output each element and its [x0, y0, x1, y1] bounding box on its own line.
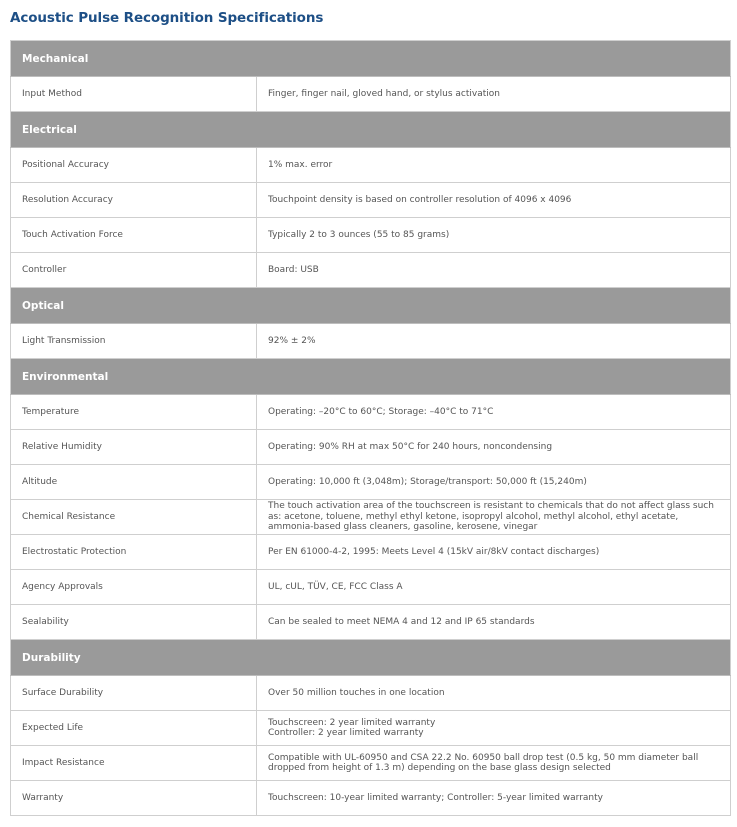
section-header-optical [11, 288, 731, 324]
specifications-table-body [11, 41, 731, 816]
spec-label: Warranty [11, 781, 257, 816]
section-title: Optical [11, 288, 731, 324]
spec-label: Temperature [11, 395, 257, 430]
spec-label: Electrostatic Protection [11, 535, 257, 570]
spec-label: Expected Life [11, 711, 257, 746]
spec-label: Altitude [11, 465, 257, 500]
section-title: Mechanical [11, 41, 731, 77]
spec-label: Sealability [11, 605, 257, 640]
spec-row-chemical-resistance [11, 500, 731, 535]
section-title: Electrical [11, 112, 731, 148]
spec-value: Operating: 10,000 ft (3,048m); Storage/transport: 50,000 ft (15,240m) [257, 465, 731, 500]
spec-value: Can be sealed to meet NEMA 4 and 12 and IP 65 standards [257, 605, 731, 640]
spec-row-temperature [11, 395, 731, 430]
spec-value: Touchscreen: 10-year limited warranty; Controller: 5-year limited warranty [257, 781, 731, 816]
spec-row-relative-humidity [11, 430, 731, 465]
spec-value: Finger, finger nail, gloved hand, or stylus activation [257, 77, 731, 112]
spec-value: Touchpoint density is based on controller resolution of 4096 x 4096 [257, 183, 731, 218]
spec-row-agency-approvals [11, 570, 731, 605]
spec-value: The touch activation area of the touchscreen is resistant to chemicals that do not affect glass such as: acetone, toluene, methyl ethyl ketone, isopropyl alcohol, methyl alcohol, ethyl acetate, ammonia-based glass cleaners, gasoline, kerosene, vinegar [257, 500, 731, 535]
spec-value: Board: USB [257, 253, 731, 288]
spec-row-light-transmission [11, 324, 731, 359]
spec-row-electrostatic-protection [11, 535, 731, 570]
spec-value: Touchscreen: 2 year limited warranty Controller: 2 year limited warranty [257, 711, 731, 746]
spec-label: Chemical Resistance [11, 500, 257, 535]
spec-value: Operating: –20°C to 60°C; Storage: –40°C to 71°C [257, 395, 731, 430]
spec-label: Agency Approvals [11, 570, 257, 605]
page-title: Acoustic Pulse Recognition Specifications [10, 10, 324, 26]
spec-value: Operating: 90% RH at max 50°C for 240 hours, noncondensing [257, 430, 731, 465]
spec-label: Surface Durability [11, 676, 257, 711]
spec-label: Positional Accuracy [11, 148, 257, 183]
section-header-electrical [11, 112, 731, 148]
section-header-durability [11, 640, 731, 676]
spec-value: 1% max. error [257, 148, 731, 183]
spec-row-resolution-accuracy [11, 183, 731, 218]
specifications-table [10, 40, 731, 816]
spec-value: Over 50 million touches in one location [257, 676, 731, 711]
section-title: Durability [11, 640, 731, 676]
section-header-mechanical [11, 41, 731, 77]
spec-row-positional-accuracy [11, 148, 731, 183]
spec-value: 92% ± 2% [257, 324, 731, 359]
spec-row-sealability [11, 605, 731, 640]
spec-label: Light Transmission [11, 324, 257, 359]
spec-label: Impact Resistance [11, 746, 257, 781]
spec-row-touch-activation-force [11, 218, 731, 253]
spec-row-controller [11, 253, 731, 288]
spec-row-expected-life [11, 711, 731, 746]
spec-value: UL, cUL, TÜV, CE, FCC Class A [257, 570, 731, 605]
spec-row-input-method [11, 77, 731, 112]
spec-label: Relative Humidity [11, 430, 257, 465]
spec-label: Touch Activation Force [11, 218, 257, 253]
section-header-environmental [11, 359, 731, 395]
spec-label: Input Method [11, 77, 257, 112]
spec-row-surface-durability [11, 676, 731, 711]
spec-label: Controller [11, 253, 257, 288]
spec-value: Compatible with UL-60950 and CSA 22.2 No. 60950 ball drop test (0.5 kg, 50 mm diameter ball dropped from height of 1.3 m) depending on the base glass design selected [257, 746, 731, 781]
spec-label: Resolution Accuracy [11, 183, 257, 218]
spec-value: Typically 2 to 3 ounces (55 to 85 grams) [257, 218, 731, 253]
spec-row-altitude [11, 465, 731, 500]
section-title: Environmental [11, 359, 731, 395]
spec-row-impact-resistance [11, 746, 731, 781]
spec-value: Per EN 61000-4-2, 1995: Meets Level 4 (15kV air/8kV contact discharges) [257, 535, 731, 570]
spec-row-warranty [11, 781, 731, 816]
